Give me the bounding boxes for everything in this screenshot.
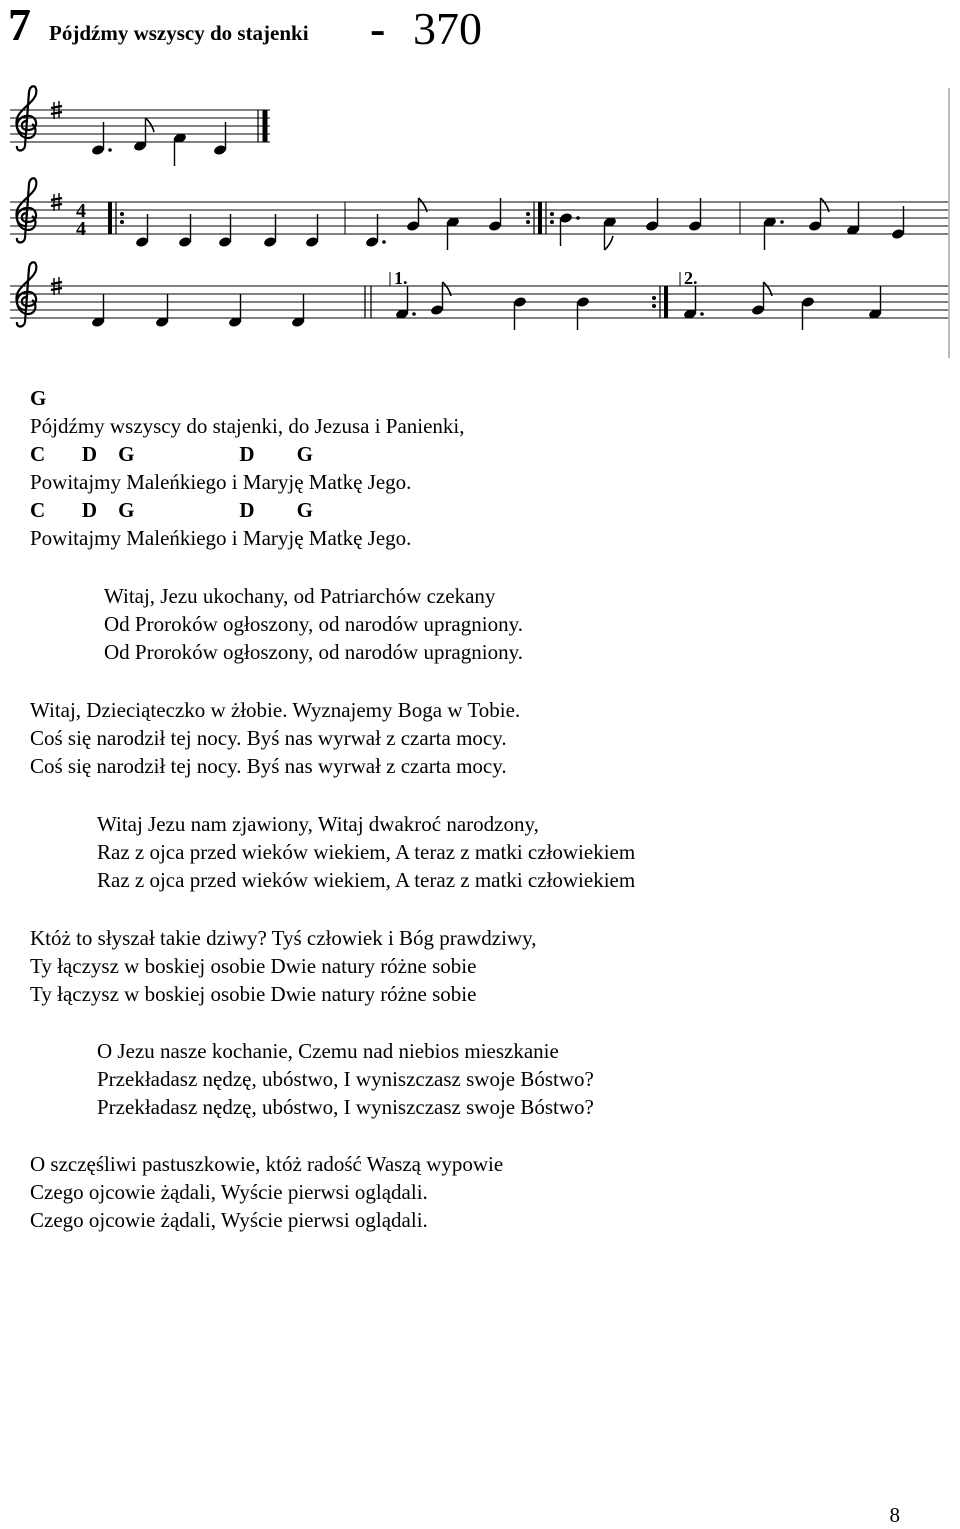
- volta-1-label: 1.: [394, 268, 408, 288]
- lyric-line: Któż to słyszał takie dziwy? Tyś człowiek i Bóg prawdziwy,: [30, 926, 537, 950]
- staff-2: [10, 178, 948, 250]
- lyric-line: Przekładasz nędzę, ubóstwo, I wyniszczasz swoje Bóstwo?: [97, 1095, 594, 1119]
- lyric-line: Od Proroków ogłoszony, od narodów upragniony.: [104, 640, 523, 664]
- treble-clef-icon: [16, 178, 36, 242]
- volta-2-label: 2.: [684, 268, 698, 288]
- lyric-line: Czego ojcowie żądali, Wyście pierwsi oglądali.: [30, 1208, 428, 1232]
- time-sig-top: 4: [76, 200, 86, 222]
- lyric-line: Coś się narodził tej nocy. Byś nas wyrwał z czarta mocy.: [30, 754, 507, 778]
- lyric-line: Od Proroków ogłoszony, od narodów upragniony.: [104, 612, 523, 636]
- treble-clef-icon: [16, 86, 36, 150]
- lyric-line: O szczęśliwi pastuszkowie, któż radość Waszą wypowie: [30, 1152, 504, 1176]
- song-code: 370: [413, 3, 482, 54]
- chord-line: G: [30, 386, 47, 410]
- lyric-line: Powitajmy Maleńkiego i Maryję Matkę Jego.: [30, 470, 412, 494]
- chord-line: C D G D G: [30, 498, 313, 522]
- lyric-line: O Jezu nasze kochanie, Czemu nad niebios mieszkanie: [97, 1039, 559, 1063]
- music-score: [0, 80, 960, 365]
- lyric-line: Czego ojcowie żądali, Wyście pierwsi oglądali.: [30, 1180, 428, 1204]
- lyric-line: Przekładasz nędzę, ubóstwo, I wyniszczasz swoje Bóstwo?: [97, 1067, 594, 1091]
- title-dash: -: [370, 3, 386, 54]
- lyric-line: Witaj, Dzieciąteczko w żłobie. Wyznajemy Boga w Tobie.: [30, 698, 521, 722]
- song-header: [8, 0, 948, 60]
- song-title: Pójdźmy wszyscy do stajenki: [49, 21, 309, 45]
- staff-1: [10, 86, 270, 166]
- lyric-line: Witaj Jezu nam zjawiony, Witaj dwakroć narodzony,: [97, 812, 539, 836]
- lyric-line: Raz z ojca przed wieków wiekiem, A teraz z matki człowiekiem: [97, 840, 636, 864]
- staff-3: [10, 262, 948, 330]
- chord-line: C D G D G: [30, 442, 313, 466]
- lyric-line: Powitajmy Maleńkiego i Maryję Matkę Jego.: [30, 526, 412, 550]
- treble-clef-icon: [16, 262, 36, 326]
- time-sig-bottom: 4: [76, 218, 86, 240]
- lyric-line: Ty łączysz w boskiej osobie Dwie natury różne sobie: [30, 954, 477, 978]
- lyric-line: Ty łączysz w boskiej osobie Dwie natury różne sobie: [30, 982, 477, 1006]
- song-number: 7: [8, 0, 31, 50]
- lyric-line: Raz z ojca przed wieków wiekiem, A teraz z matki człowiekiem: [97, 868, 636, 892]
- lyric-line: Coś się narodził tej nocy. Byś nas wyrwał z czarta mocy.: [30, 726, 507, 750]
- page-number: 8: [889, 1503, 900, 1527]
- lyric-line: Pójdźmy wszyscy do stajenki, do Jezusa i Panienki,: [30, 414, 465, 438]
- lyric-line: Witaj, Jezu ukochany, od Patriarchów czekany: [104, 584, 496, 608]
